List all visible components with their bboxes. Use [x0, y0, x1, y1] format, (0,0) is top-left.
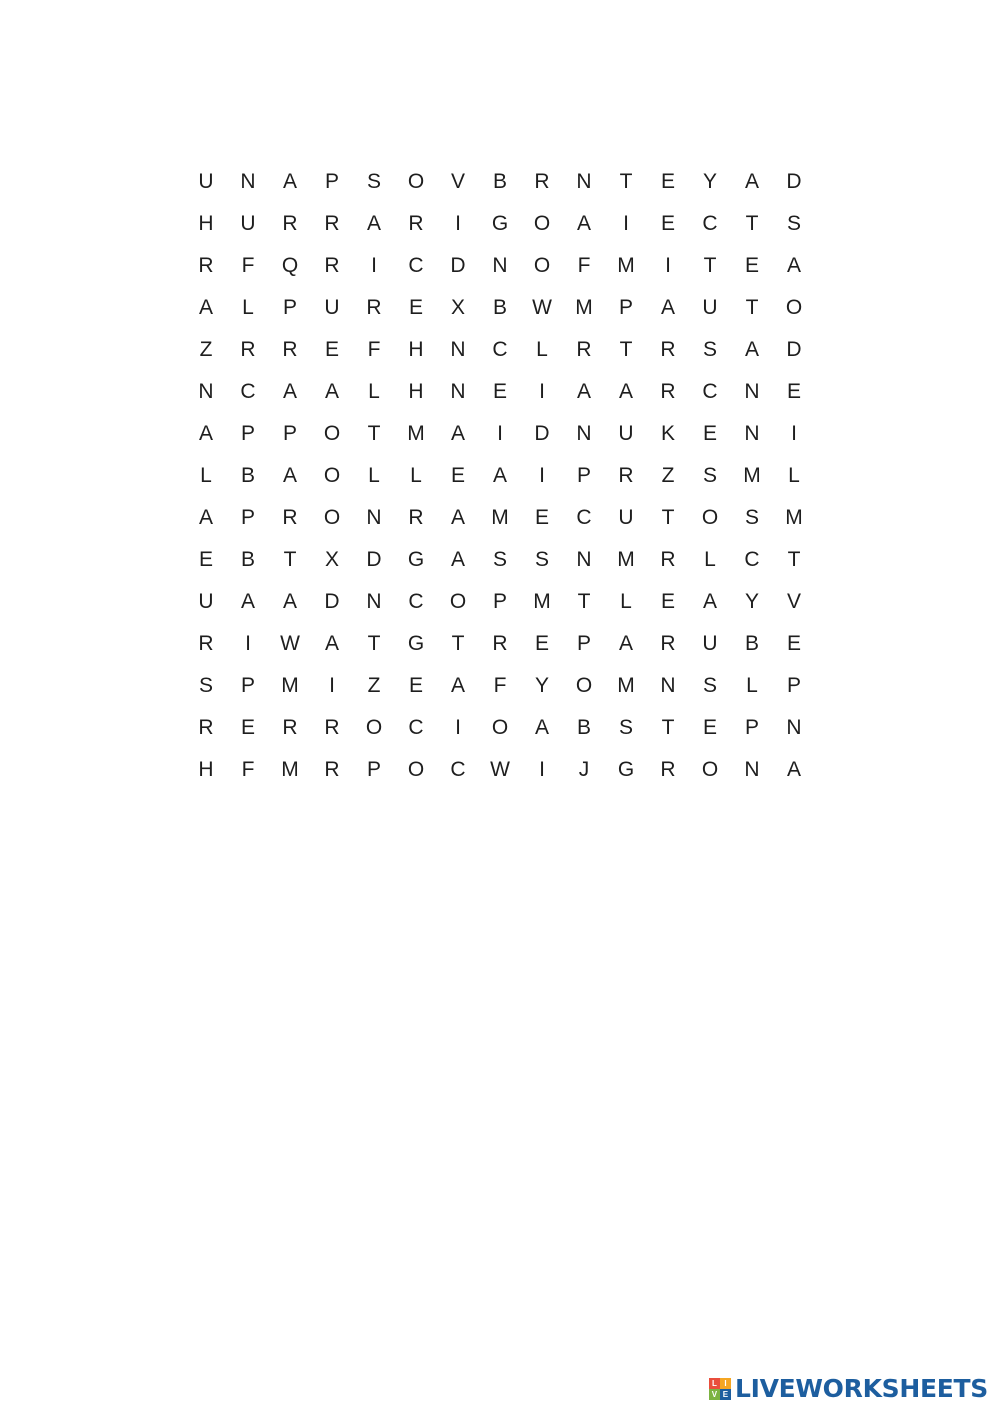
grid-letter[interactable]: P [576, 632, 591, 655]
grid-letter[interactable]: R [198, 632, 214, 655]
grid-letter[interactable]: S [198, 674, 213, 697]
logo-tile-4: E [720, 1389, 731, 1400]
grid-letter[interactable]: E [492, 380, 507, 403]
grid-letter[interactable]: O [407, 170, 425, 193]
grid-letter[interactable]: P [576, 464, 591, 487]
grid-letter[interactable]: L [200, 464, 212, 487]
grid-letter[interactable]: O [407, 758, 425, 781]
grid-letter[interactable]: X [324, 548, 339, 571]
grid-letter[interactable]: U [198, 170, 214, 193]
grid-letter[interactable]: R [660, 338, 676, 361]
grid-letter[interactable]: F [367, 338, 381, 361]
grid-letter[interactable]: P [492, 590, 507, 613]
grid-letter[interactable]: C [702, 212, 718, 235]
grid-letter[interactable]: U [240, 212, 256, 235]
logo-tile-1: L [709, 1378, 720, 1389]
grid-letter[interactable]: P [786, 674, 801, 697]
grid-letter[interactable]: N [240, 170, 256, 193]
grid-letter[interactable]: R [366, 296, 382, 319]
grid-letter[interactable]: P [282, 296, 297, 319]
grid-letter[interactable]: U [702, 632, 718, 655]
grid-letter[interactable]: L [536, 338, 548, 361]
grid-letter[interactable]: H [408, 380, 424, 403]
grid-letter[interactable]: N [744, 422, 760, 445]
grid-letter[interactable]: A [240, 590, 255, 613]
grid-letter[interactable]: T [619, 338, 633, 361]
grid-letter[interactable]: O [533, 212, 551, 235]
grid-letter[interactable]: S [618, 716, 633, 739]
grid-letter[interactable]: N [744, 380, 760, 403]
grid-letter[interactable]: Z [367, 674, 381, 697]
grid-letter[interactable]: A [744, 170, 759, 193]
grid-letter[interactable]: S [744, 506, 759, 529]
grid-letter[interactable]: E [702, 716, 717, 739]
grid-letter[interactable]: A [576, 212, 591, 235]
grid-letter[interactable]: I [623, 212, 629, 235]
grid-letter[interactable]: N [576, 170, 592, 193]
grid-letter[interactable]: O [365, 716, 383, 739]
grid-letter[interactable]: I [539, 380, 545, 403]
grid-letter[interactable]: L [704, 548, 716, 571]
grid-letter[interactable]: R [492, 632, 508, 655]
grid-letter[interactable]: E [408, 296, 423, 319]
grid-letter[interactable]: R [324, 212, 340, 235]
grid-letter[interactable]: B [492, 170, 507, 193]
grid-letter[interactable]: R [408, 212, 424, 235]
grid-letter[interactable]: R [282, 716, 298, 739]
grid-letter[interactable]: C [702, 380, 718, 403]
grid-letter[interactable]: A [786, 758, 801, 781]
grid-letter[interactable]: H [198, 212, 214, 235]
grid-letter[interactable]: R [660, 758, 676, 781]
grid-letter[interactable]: E [324, 338, 339, 361]
grid-letter[interactable]: L [788, 464, 800, 487]
grid-letter[interactable]: U [702, 296, 718, 319]
grid-letter[interactable]: A [198, 506, 213, 529]
grid-letter[interactable]: M [743, 464, 761, 487]
grid-letter[interactable]: V [786, 590, 801, 613]
grid-letter[interactable]: P [744, 716, 759, 739]
grid-letter[interactable]: S [534, 548, 549, 571]
grid-letter[interactable]: F [241, 758, 255, 781]
grid-letter[interactable]: L [746, 674, 758, 697]
grid-letter[interactable]: S [702, 674, 717, 697]
grid-letter[interactable]: D [534, 422, 550, 445]
grid-letter[interactable]: T [451, 632, 465, 655]
grid-letter[interactable]: E [786, 380, 801, 403]
grid-letter[interactable]: A [492, 464, 507, 487]
grid-letter[interactable]: R [660, 380, 676, 403]
grid-letter[interactable]: A [324, 380, 339, 403]
grid-letter[interactable]: A [660, 296, 675, 319]
grid-letter[interactable]: A [450, 674, 465, 697]
grid-letter[interactable]: N [450, 338, 466, 361]
grid-letter[interactable]: A [198, 296, 213, 319]
grid-letter[interactable]: U [618, 422, 634, 445]
grid-letter[interactable]: M [407, 422, 425, 445]
grid-letter[interactable]: R [660, 632, 676, 655]
grid-letter[interactable]: C [576, 506, 592, 529]
grid-letter[interactable]: I [497, 422, 503, 445]
grid-letter[interactable]: P [618, 296, 633, 319]
grid-letter[interactable]: S [492, 548, 507, 571]
grid-letter[interactable]: C [744, 548, 760, 571]
brand-wordmark: LIVEWORKSHEETS [734, 1374, 988, 1403]
grid-letter[interactable]: R [618, 464, 634, 487]
grid-letter[interactable]: N [660, 674, 676, 697]
grid-letter[interactable]: R [324, 758, 340, 781]
grid-letter[interactable]: R [198, 716, 214, 739]
grid-letter[interactable]: T [745, 212, 759, 235]
grid-letter[interactable]: W [490, 758, 510, 781]
grid-letter[interactable]: U [324, 296, 340, 319]
grid-letter[interactable]: I [329, 674, 335, 697]
grid-letter[interactable]: E [450, 464, 465, 487]
grid-letter[interactable]: I [539, 758, 545, 781]
grid-letter[interactable]: I [665, 254, 671, 277]
grid-letter[interactable]: S [366, 170, 381, 193]
grid-letter[interactable]: N [492, 254, 508, 277]
grid-letter[interactable]: O [491, 716, 509, 739]
grid-letter[interactable]: R [324, 716, 340, 739]
grid-letter[interactable]: N [366, 590, 382, 613]
grid-letter[interactable]: R [198, 254, 214, 277]
grid-letter[interactable]: S [786, 212, 801, 235]
grid-letter[interactable]: N [450, 380, 466, 403]
grid-letter[interactable]: A [282, 380, 297, 403]
grid-letter[interactable]: O [701, 758, 719, 781]
grid-letter[interactable]: T [661, 716, 675, 739]
grid-letter[interactable]: H [198, 758, 214, 781]
grid-letter[interactable]: E [660, 212, 675, 235]
grid-letter[interactable]: P [282, 422, 297, 445]
grid-letter[interactable]: V [450, 170, 465, 193]
grid-letter[interactable]: P [366, 758, 381, 781]
grid-letter[interactable]: R [240, 338, 256, 361]
grid-letter[interactable]: A [618, 632, 633, 655]
grid-letter[interactable]: A [450, 506, 465, 529]
grid-letter[interactable]: E [408, 674, 423, 697]
grid-letter[interactable]: M [617, 548, 635, 571]
grid-letter[interactable]: D [786, 170, 802, 193]
grid-letter[interactable]: Y [744, 590, 759, 613]
grid-letter[interactable]: I [455, 212, 461, 235]
grid-letter[interactable]: P [240, 422, 255, 445]
grid-letter[interactable]: S [702, 464, 717, 487]
grid-letter[interactable]: A [702, 590, 717, 613]
grid-letter[interactable]: N [744, 758, 760, 781]
grid-letter[interactable]: T [745, 296, 759, 319]
grid-letter[interactable]: A [534, 716, 549, 739]
grid-letter[interactable]: I [539, 464, 545, 487]
grid-letter[interactable]: E [786, 632, 801, 655]
grid-letter[interactable]: G [407, 632, 425, 655]
grid-letter[interactable]: A [366, 212, 381, 235]
grid-letter[interactable]: I [791, 422, 797, 445]
grid-letter[interactable]: A [618, 380, 633, 403]
grid-letter[interactable]: N [786, 716, 802, 739]
grid-letter[interactable]: O [323, 422, 341, 445]
grid-letter[interactable]: M [281, 674, 299, 697]
grid-letter[interactable]: E [702, 422, 717, 445]
grid-letter[interactable]: R [282, 506, 298, 529]
grid-letter[interactable]: M [491, 506, 509, 529]
grid-letter[interactable]: U [198, 590, 214, 613]
grid-letter[interactable]: D [324, 590, 340, 613]
grid-letter[interactable]: U [618, 506, 634, 529]
grid-letter[interactable]: Y [702, 170, 717, 193]
grid-letter[interactable]: F [577, 254, 591, 277]
grid-letter[interactable]: R [324, 254, 340, 277]
grid-letter[interactable]: T [283, 548, 297, 571]
grid-letter[interactable]: O [449, 590, 467, 613]
grid-letter[interactable]: C [492, 338, 508, 361]
grid-letter[interactable]: A [198, 422, 213, 445]
grid-letter[interactable]: R [660, 548, 676, 571]
grid-letter[interactable]: N [366, 506, 382, 529]
grid-letter[interactable]: N [576, 548, 592, 571]
grid-letter[interactable]: Z [199, 338, 213, 361]
grid-letter[interactable]: F [241, 254, 255, 277]
grid-letter[interactable]: K [660, 422, 675, 445]
grid-letter[interactable]: E [744, 254, 759, 277]
grid-letter[interactable]: Z [661, 464, 675, 487]
grid-letter[interactable]: G [407, 548, 425, 571]
grid-letter[interactable]: H [408, 338, 424, 361]
grid-letter[interactable]: T [661, 506, 675, 529]
grid-letter[interactable]: T [367, 422, 381, 445]
grid-letter[interactable]: A [576, 380, 591, 403]
grid-letter[interactable]: C [450, 758, 466, 781]
grid-letter[interactable]: R [408, 506, 424, 529]
grid-letter[interactable]: M [533, 590, 551, 613]
grid-letter[interactable]: N [576, 422, 592, 445]
logo-tile-2: I [720, 1378, 731, 1389]
grid-letter[interactable]: M [281, 758, 299, 781]
grid-letter[interactable]: B [240, 464, 255, 487]
grid-letter[interactable]: Q [281, 254, 299, 277]
grid-letter[interactable]: M [575, 296, 593, 319]
grid-letter[interactable]: T [577, 590, 591, 613]
grid-letter[interactable]: M [617, 254, 635, 277]
grid-letter[interactable]: P [240, 674, 255, 697]
grid-letter[interactable]: C [408, 590, 424, 613]
grid-letter[interactable]: G [617, 758, 635, 781]
grid-letter[interactable]: W [280, 632, 300, 655]
grid-letter[interactable]: A [450, 422, 465, 445]
grid-letter[interactable]: T [787, 548, 801, 571]
grid-letter[interactable]: A [324, 632, 339, 655]
grid-letter[interactable]: L [368, 464, 380, 487]
grid-letter[interactable]: R [576, 338, 592, 361]
grid-letter[interactable]: I [455, 716, 461, 739]
grid-letter[interactable]: W [532, 296, 552, 319]
grid-letter[interactable]: O [701, 506, 719, 529]
grid-letter[interactable]: O [323, 464, 341, 487]
grid-letter[interactable]: L [410, 464, 422, 487]
grid-letter[interactable]: D [450, 254, 466, 277]
grid-letter[interactable]: C [408, 716, 424, 739]
grid-letter[interactable]: O [785, 296, 803, 319]
grid-letter[interactable]: C [240, 380, 256, 403]
grid-letter[interactable]: L [620, 590, 632, 613]
grid-letter[interactable]: B [240, 548, 255, 571]
liveworksheets-logo-icon [709, 1378, 731, 1400]
grid-letter[interactable]: E [660, 170, 675, 193]
grid-letter[interactable]: B [576, 716, 591, 739]
grid-letter[interactable]: O [575, 674, 593, 697]
grid-letter[interactable]: Y [534, 674, 549, 697]
grid-letter[interactable]: E [240, 716, 255, 739]
grid-letter[interactable]: A [282, 590, 297, 613]
grid-letter[interactable]: T [703, 254, 717, 277]
grid-letter[interactable]: T [619, 170, 633, 193]
grid-letter[interactable]: E [660, 590, 675, 613]
grid-letter[interactable]: R [534, 170, 550, 193]
grid-letter[interactable]: M [617, 674, 635, 697]
brand-footer [709, 1374, 988, 1403]
grid-letter[interactable]: A [744, 338, 759, 361]
grid-letter[interactable]: C [408, 254, 424, 277]
grid-letter[interactable]: R [282, 338, 298, 361]
grid-letter[interactable]: F [493, 674, 507, 697]
grid-letter[interactable]: M [785, 506, 803, 529]
grid-letter[interactable]: A [450, 548, 465, 571]
grid-letter[interactable]: L [368, 380, 380, 403]
grid-letter[interactable]: L [242, 296, 254, 319]
grid-letter[interactable]: O [533, 254, 551, 277]
grid-letter[interactable]: J [578, 758, 590, 781]
grid-letter[interactable]: P [324, 170, 339, 193]
grid-letter[interactable]: E [534, 632, 549, 655]
grid-letter[interactable]: A [786, 254, 801, 277]
grid-letter[interactable]: G [491, 212, 509, 235]
logo-tile-3: V [709, 1389, 720, 1400]
word-search-grid [185, 161, 815, 791]
grid-letter[interactable]: P [240, 506, 255, 529]
grid-letter[interactable]: D [366, 548, 382, 571]
grid-letter[interactable]: N [198, 380, 214, 403]
grid-letter[interactable]: O [323, 506, 341, 529]
grid-letter[interactable]: A [282, 464, 297, 487]
grid-letter[interactable]: I [245, 632, 251, 655]
grid-letter[interactable]: A [282, 170, 297, 193]
grid-letter[interactable]: E [198, 548, 213, 571]
grid-letter[interactable]: D [786, 338, 802, 361]
grid-letter[interactable]: B [492, 296, 507, 319]
grid-letter[interactable]: X [450, 296, 465, 319]
grid-letter[interactable]: T [367, 632, 381, 655]
grid-letter[interactable]: E [534, 506, 549, 529]
grid-letter[interactable]: I [371, 254, 377, 277]
grid-letter[interactable]: R [282, 212, 298, 235]
grid-letter[interactable]: B [744, 632, 759, 655]
grid-letter[interactable]: S [702, 338, 717, 361]
